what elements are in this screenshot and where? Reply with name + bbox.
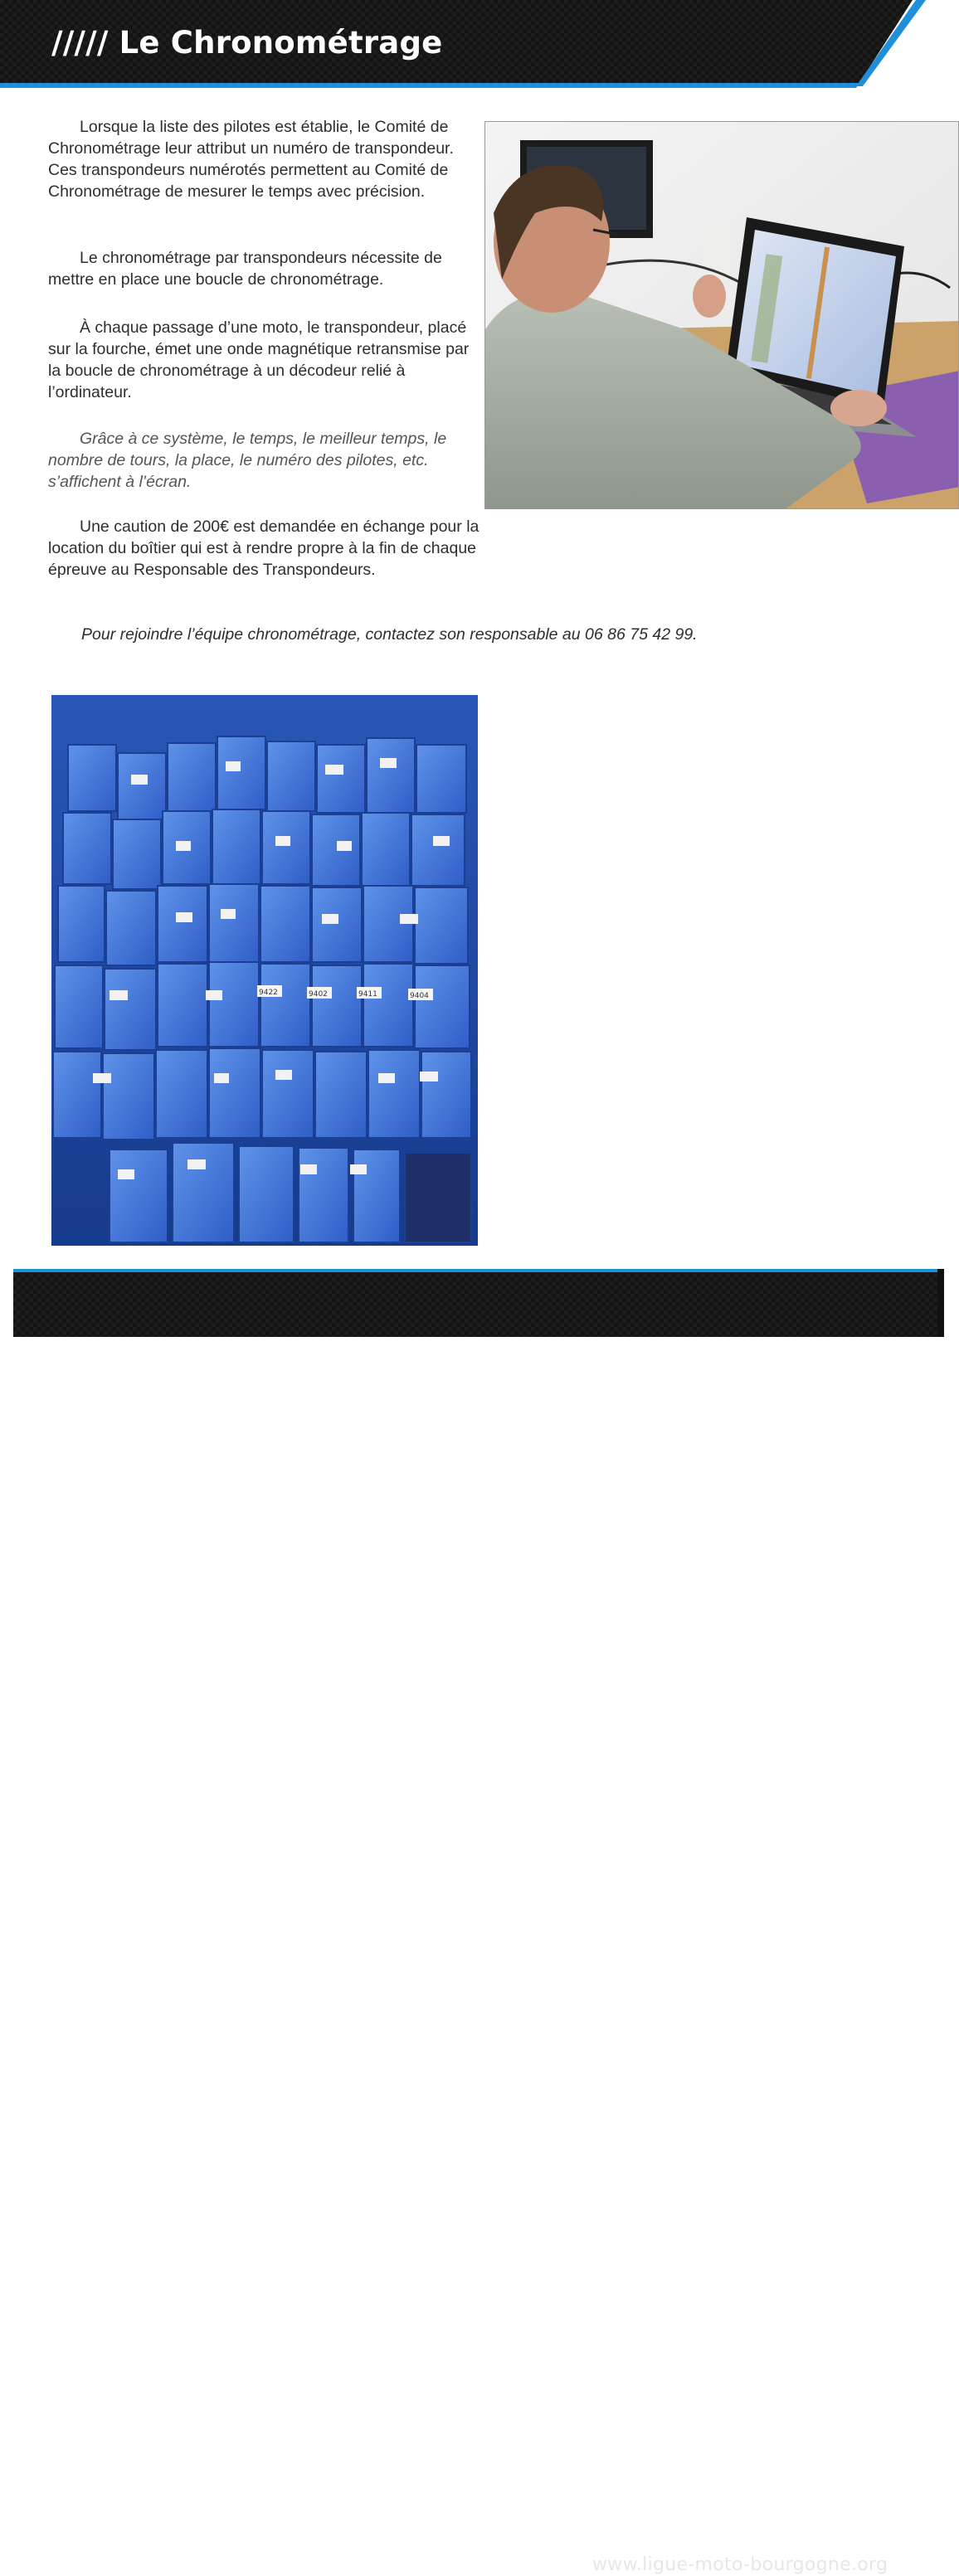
photo-timing-operator bbox=[484, 121, 959, 509]
paragraph-magnetic-wave: À chaque passage d’une moto, le transpondeur, placé sur la fourche, émet une onde magnétique retransmise par la boucle de chronométrage à un décodeur relié à l’ordinateur. bbox=[48, 318, 470, 401]
box-label-9411: 9411 bbox=[358, 990, 377, 999]
paragraph-display-info: Grâce à ce système, le temps, le meilleur temps, le nombre de tours, la place, le numéro des pilotes, etc. s’affichent à l’écran. bbox=[48, 430, 447, 491]
paragraph-deposit: Une caution de 200€ est demandée en échange pour la location du boîtier qui est à rendre propre à la fin de chaque épreuve au Responsable des Transpondeurs. bbox=[48, 518, 480, 579]
paragraph-transponder-assignment: Lorsque la liste des pilotes est établie, le Comité de Chronométrage leur attribut un numéro de transpondeur. Ces transpondeurs numérotés permettent au Comité de Chronométrage de mesurer le temps avec précision. bbox=[48, 118, 454, 201]
box-label-9402: 9402 bbox=[309, 990, 328, 999]
page-title: ///// Le Chronométrage bbox=[51, 25, 443, 61]
header-band bbox=[0, 0, 959, 90]
website-link[interactable]: www.ligue-moto-bourgogne.org bbox=[592, 2554, 888, 2575]
footer-band bbox=[0, 1269, 959, 2576]
photo-transponder-boxes bbox=[51, 695, 478, 1246]
paragraph-timing-loop: Le chronométrage par transpondeurs nécessite de mettre en place une boucle de chronométrage. bbox=[48, 249, 442, 289]
page-number: 27 bbox=[470, 2553, 498, 2576]
box-label-9422: 9422 bbox=[259, 989, 278, 997]
contact-line: Pour rejoindre l’équipe chronométrage, contactez son responsable au 06 86 75 42 99. bbox=[81, 625, 698, 644]
footer-background bbox=[0, 1269, 959, 1337]
box-label-9404: 9404 bbox=[410, 992, 429, 1000]
